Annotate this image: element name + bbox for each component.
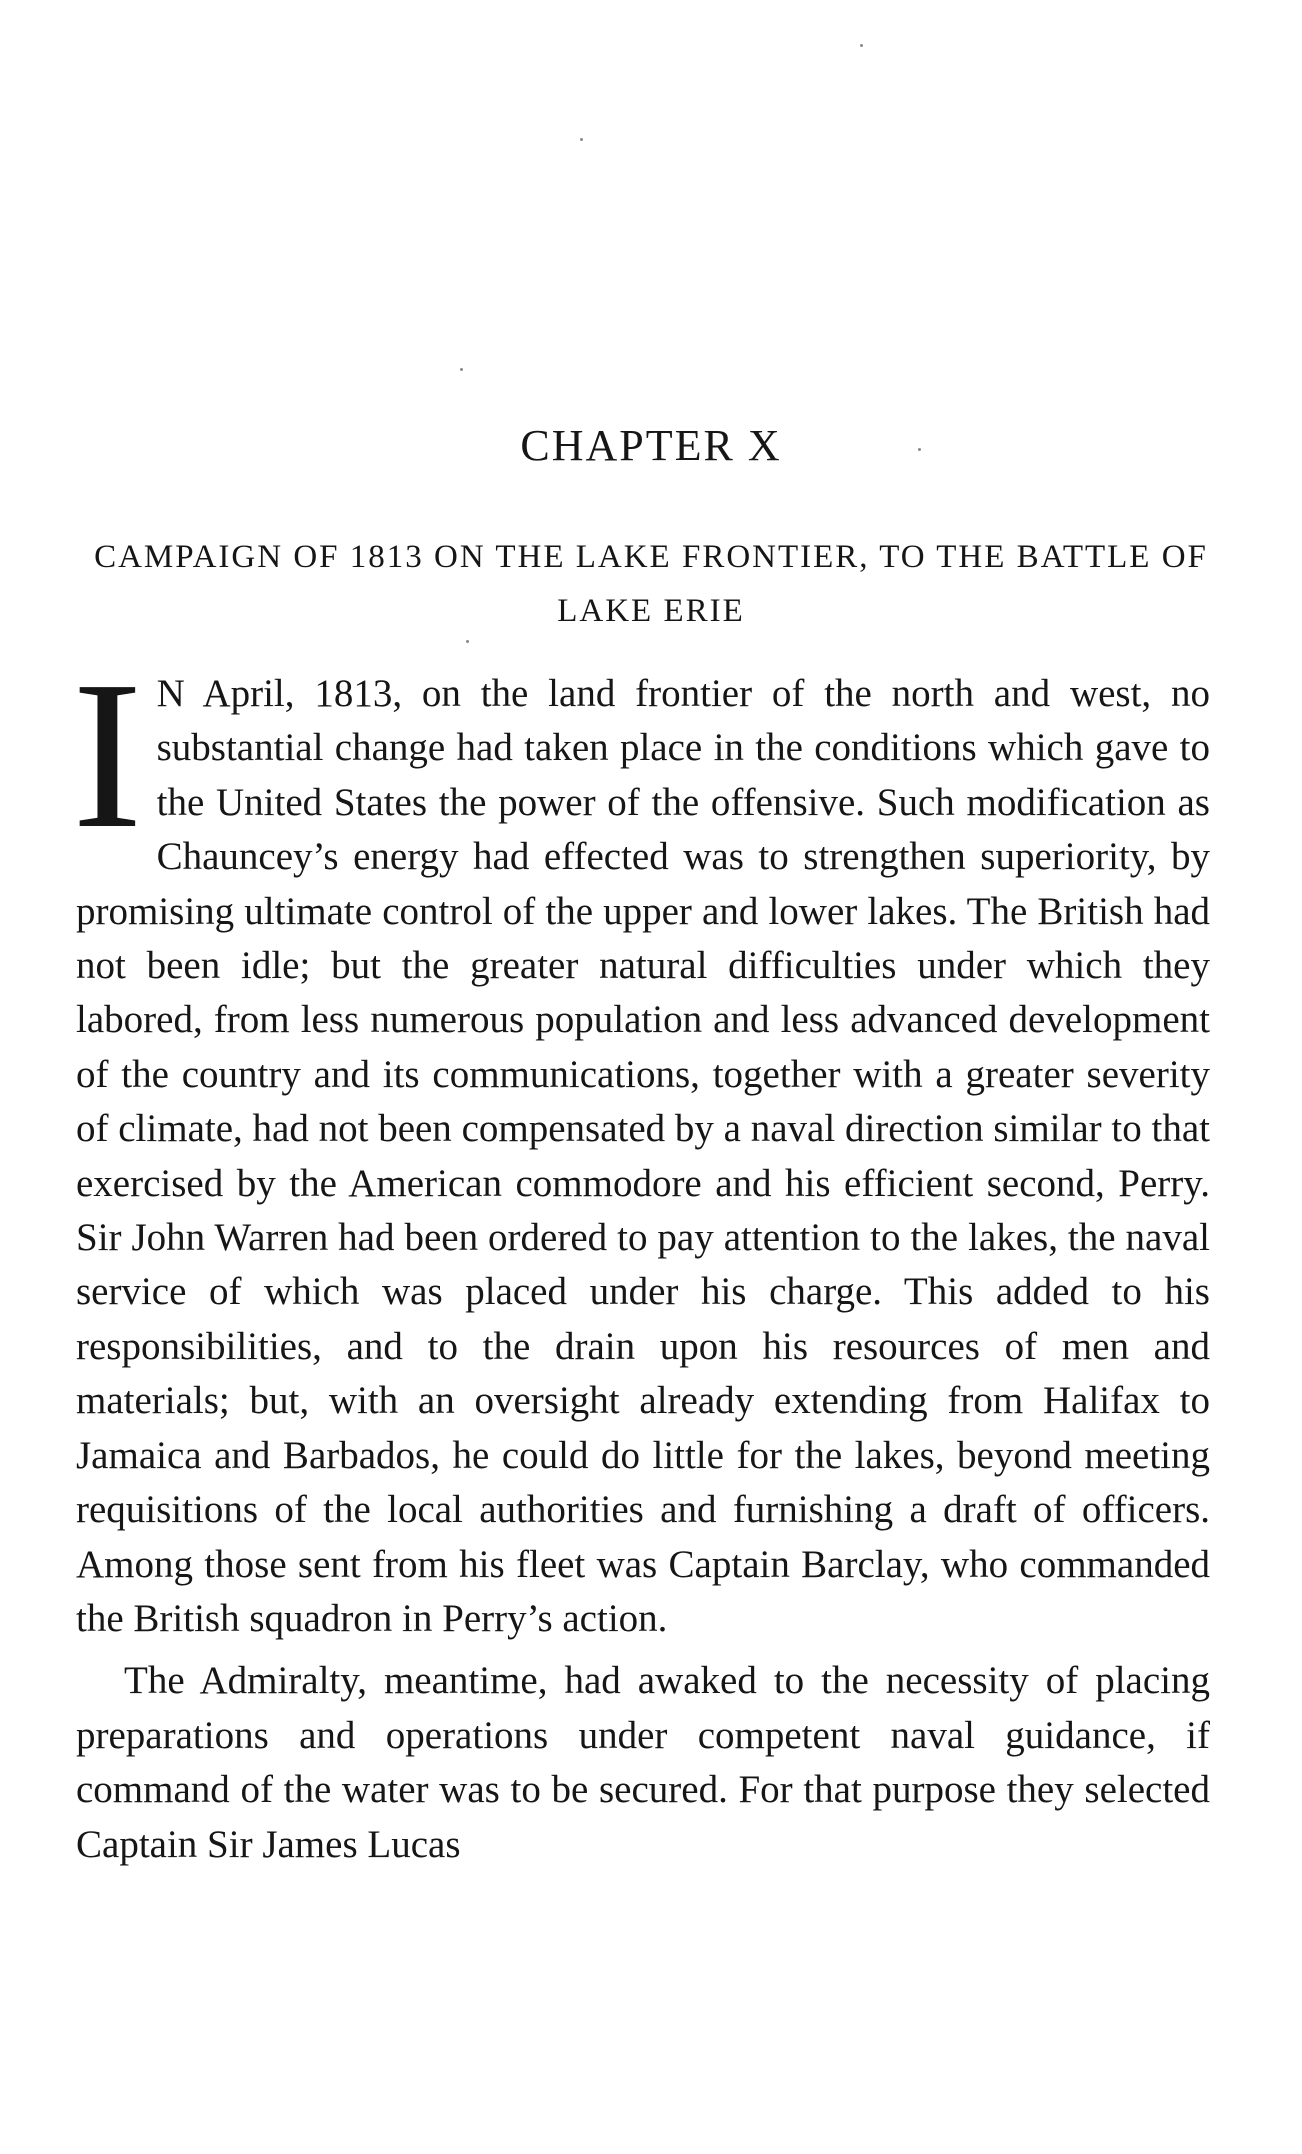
scan-speck (460, 368, 463, 371)
scan-speck (860, 44, 863, 47)
chapter-number: CHAPTER X (520, 421, 782, 470)
drop-cap: I (72, 637, 143, 872)
paragraph-2 (76, 1654, 1210, 1872)
chapter-title: CAMPAIGN OF 1813 ON THE LAKE FRONTIER, TO THE BATTLE OF LAKE ERIE (94, 539, 1208, 629)
paragraph-1-text: N April, 1813, on the land frontier of the north and west, no substantial change had taken place in the conditions which gave to the United States the power of the offensive. Such modification as Chauncey’s energy had effected was to strengthen superiority, by promising ultimate control of the upper and lower lakes. The British had not been idle; but the greater natural difficulties under which they labored, from less numerous population and less advanced development of the country and its communications, together with a greater severity of climate, had not been compensated by a naval direction similar to that exercised by the American commodore and his efficient second, Perry. Sir John Warren had been ordered to pay attention to the lakes, the naval service of which was placed under his charge. This added to his responsibilities, and to the drain upon his resources of men and materials; but, with an oversight already extending from Halifax to Jamaica and Barbados, he could do little for the lakes, beyond meeting requisitions of the local authorities and furnishing a draft of officers. Among those sent from his fleet was Captain Barclay, who commanded the British squadron in Perry’s action. (76, 672, 1210, 1640)
paragraph-1 (72, 637, 1210, 1646)
paragraph-2-text: The Admiralty, meantime, had awaked to the necessity of placing preparations and operations under competent naval guidance, if command of the water was to be secured. For that purpose they selected Captain Sir James Lucas (76, 1659, 1210, 1866)
scan-speck (580, 138, 583, 141)
scan-speck (466, 640, 469, 643)
body-text (72, 637, 1210, 1872)
